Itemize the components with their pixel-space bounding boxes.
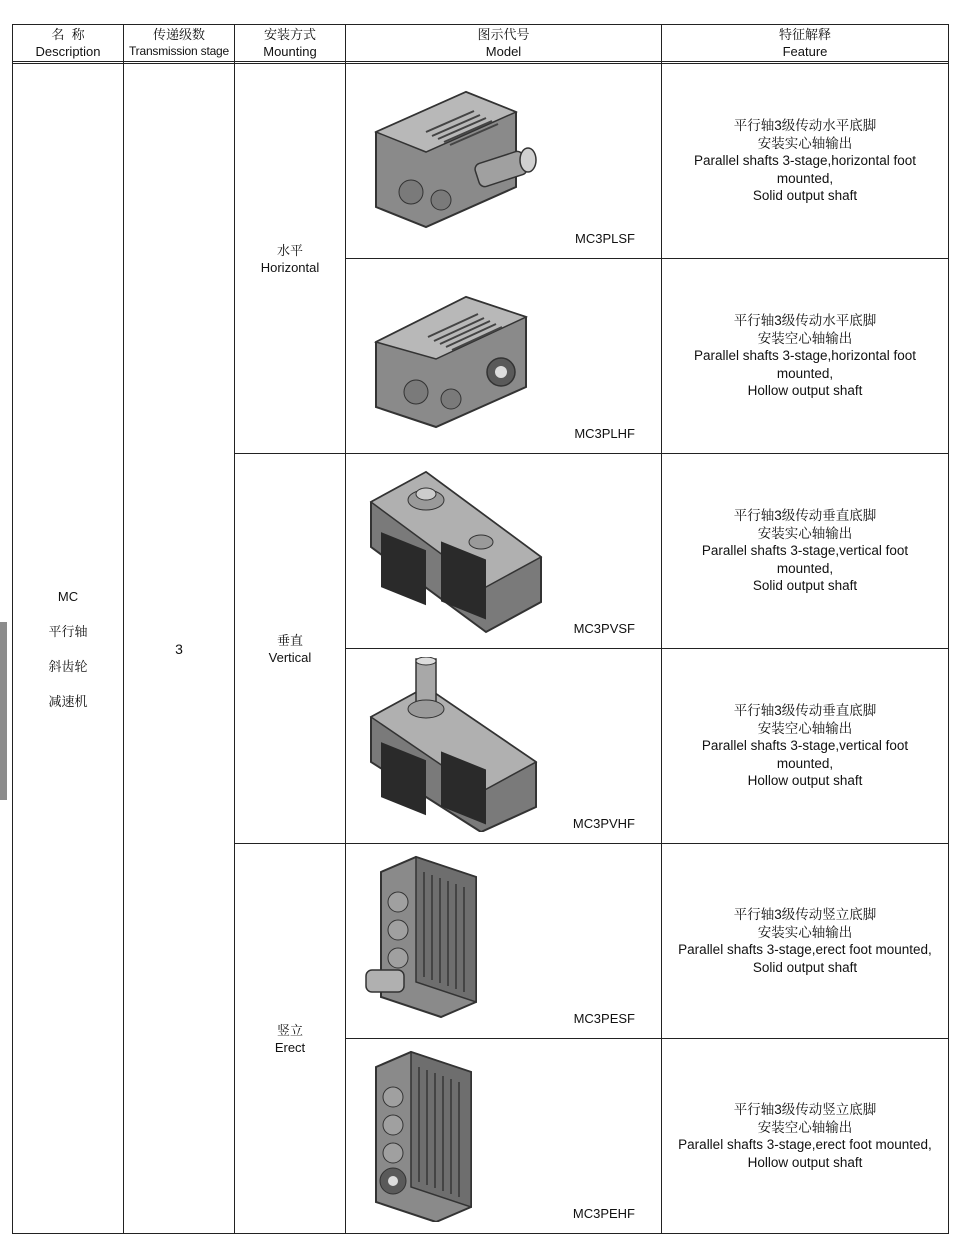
feature-cell <box>662 649 949 844</box>
model-cell <box>346 649 662 844</box>
feature-line-cn: 安装实心轴输出 <box>757 525 853 541</box>
mounting-cell-horizontal <box>235 64 346 454</box>
mounting-cn: 垂直 <box>276 632 303 648</box>
header-model <box>346 25 662 62</box>
erect-solid-shaft-gearbox-image <box>356 852 556 1027</box>
mounting-en: Vertical <box>268 649 312 665</box>
feature-line-cn: 安装实心轴输出 <box>757 924 853 940</box>
model-cell <box>346 454 662 649</box>
feature-line-en: Parallel shafts 3-stage,erect foot mounted, <box>678 1137 932 1152</box>
feature-line-en: Solid output shaft <box>752 959 858 975</box>
feature-line-en: Solid output shaft <box>752 578 858 594</box>
model-code: MC3PVSF <box>573 621 635 636</box>
table-header-row <box>13 25 949 62</box>
description-line: 斜齿轮 <box>48 658 88 674</box>
product-spec-table <box>12 24 949 1234</box>
header-mounting-en: Mounting <box>263 44 317 59</box>
header-feature-cn: 特征解释 <box>778 27 831 42</box>
description-line: 减速机 <box>48 693 88 709</box>
header-feature <box>662 25 949 62</box>
header-mounting-cn: 安装方式 <box>263 27 316 42</box>
header-model-en: Model <box>485 44 522 59</box>
feature-line-cn: 平行轴3级传动水平底脚 <box>733 313 877 329</box>
header-description-cn: 名 称 <box>51 27 85 42</box>
feature-line-en: Parallel shafts 3-stage,vertical foot <box>701 738 909 754</box>
header-model-cn: 图示代号 <box>477 27 530 42</box>
transmission-stage-cell: 3 <box>124 64 235 1234</box>
feature-line-cn: 平行轴3级传动垂直底脚 <box>733 703 877 719</box>
feature-line-en: mounted, <box>776 755 834 771</box>
header-feature-en: Feature <box>782 44 828 59</box>
mounting-cn: 竖立 <box>276 1022 303 1038</box>
mounting-en: Horizontal <box>260 259 320 275</box>
feature-line-cn: 平行轴3级传动水平底脚 <box>733 118 877 134</box>
feature-line-cn: 安装空心轴输出 <box>757 1119 853 1135</box>
feature-line-en: mounted, <box>776 560 834 576</box>
model-cell <box>346 844 662 1039</box>
description-cell <box>13 64 124 1234</box>
feature-line-cn: 安装空心轴输出 <box>757 330 853 346</box>
feature-cell <box>662 64 949 259</box>
feature-line-en: Parallel shafts 3-stage,horizontal foot <box>693 153 917 169</box>
header-description-en: Description <box>35 44 101 59</box>
feature-line-en: mounted, <box>776 365 834 381</box>
feature-line-en: Solid output shaft <box>752 188 858 204</box>
model-code: MC3PLHF <box>574 426 635 441</box>
description-line: MC <box>57 588 79 604</box>
feature-cell <box>662 1039 949 1234</box>
feature-line-en: Hollow output shaft <box>747 773 863 789</box>
feature-cell <box>662 259 949 454</box>
model-code: MC3PEHF <box>572 1206 635 1221</box>
feature-line-cn: 平行轴3级传动竖立底脚 <box>733 907 877 922</box>
side-tab-marker <box>0 622 7 800</box>
model-code: MC3PVHF <box>572 816 635 831</box>
model-cell <box>346 64 662 259</box>
feature-line-cn: 平行轴3级传动垂直底脚 <box>733 508 877 524</box>
header-mounting <box>235 25 346 62</box>
header-stage-cn: 传递级数 <box>152 27 205 42</box>
vertical-solid-shaft-gearbox-image <box>356 462 556 637</box>
feature-line-en: Parallel shafts 3-stage,vertical foot <box>701 543 909 559</box>
feature-line-en: Hollow output shaft <box>747 1154 863 1170</box>
feature-line-en: Parallel shafts 3-stage,erect foot mounted, <box>678 942 932 957</box>
mounting-cell-erect <box>235 844 346 1234</box>
table-row <box>13 64 949 259</box>
feature-line-en: Parallel shafts 3-stage,horizontal foot <box>693 348 917 364</box>
feature-line-en: Hollow output shaft <box>747 383 863 399</box>
feature-line-cn: 安装实心轴输出 <box>757 135 853 151</box>
horizontal-solid-shaft-gearbox-image <box>356 72 556 242</box>
header-transmission-stage <box>124 25 235 62</box>
mounting-en: Erect <box>274 1039 306 1055</box>
mounting-cn: 水平 <box>276 242 303 258</box>
model-cell <box>346 1039 662 1234</box>
header-stage-en: Transmission stage <box>129 44 229 58</box>
horizontal-hollow-shaft-gearbox-image <box>356 267 556 437</box>
model-code: MC3PLSF <box>575 231 635 246</box>
vertical-hollow-shaft-gearbox-image <box>356 657 556 832</box>
feature-cell <box>662 844 949 1039</box>
erect-hollow-shaft-gearbox-image <box>356 1047 556 1222</box>
model-code: MC3PESF <box>573 1011 635 1026</box>
model-cell <box>346 259 662 454</box>
feature-line-cn: 安装空心轴输出 <box>757 720 853 736</box>
feature-line-en: mounted, <box>776 170 834 186</box>
feature-cell <box>662 454 949 649</box>
header-description <box>13 25 124 62</box>
mounting-cell-vertical <box>235 454 346 844</box>
description-line: 平行轴 <box>48 623 88 639</box>
feature-line-cn: 平行轴3级传动竖立底脚 <box>733 1102 877 1117</box>
